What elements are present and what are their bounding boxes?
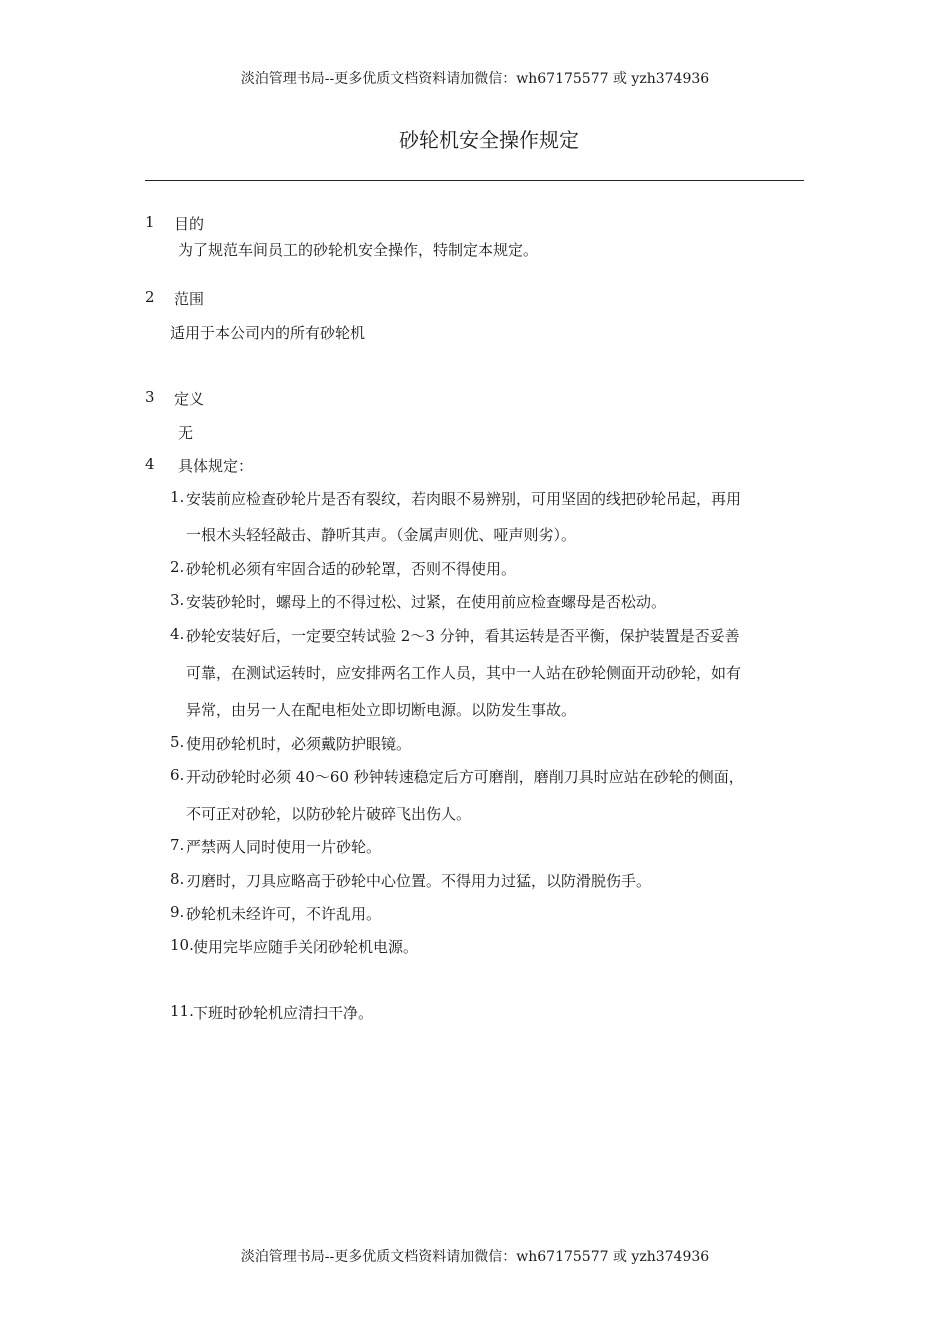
section-title: 定义 [174,390,205,408]
section-title: 目的 [174,215,205,233]
rule-line: 开动砂轮时必须 40～60 秒钟转速稳定后方可磨削，磨削刀具时应站在砂轮的侧面， [186,768,744,786]
rule-line: 安装前应检查砂轮片是否有裂纹，若肉眼不易辨别，可用坚固的线把砂轮吊起，再用 [186,490,742,508]
rule-line: 安装砂轮时，螺母上的不得过松、过紧，在使用前应检查螺母是否松动。 [186,593,667,611]
page-footer: 淡泊管理书局--更多优质文档资料请加微信：wh67175577 或 yzh374936 [240,1249,710,1265]
rule-number: 1. [170,488,185,506]
rule-line: 一根木头轻轻敲击、静听其声。（金属声则优、哑声则劣）。 [186,526,577,544]
rule-number: 7. [170,836,185,854]
page-header: 淡泊管理书局--更多优质文档资料请加微信：wh67175577 或 yzh374936 [240,71,710,87]
rule-line: 刃磨时，刀具应略高于砂轮中心位置。不得用力过猛，以防滑脱伤手。 [186,872,652,890]
rule-line: 砂轮机必须有牢固合适的砂轮罩，否则不得使用。 [186,560,517,578]
rule-line: 异常，由另一人在配电柜处立即切断电源。以防发生事故。 [186,701,577,719]
section-number: 2 [145,288,155,306]
title-divider [145,180,804,181]
section-title: 具体规定： [178,457,254,475]
rule-number: 3. [170,591,185,609]
rule-line: 砂轮机未经许可，不许乱用。 [186,905,382,923]
section-number: 3 [145,388,155,406]
rule-number: 2. [170,558,185,576]
rule-number: 6. [170,766,185,784]
rule-line: 下班时砂轮机应清扫干净。 [193,1004,374,1022]
document-title: 砂轮机安全操作规定 [399,128,579,152]
rule-line: 使用完毕应随手关闭砂轮机电源。 [193,938,419,956]
section-body: 无 [178,424,194,442]
rule-number: 11. [170,1002,194,1020]
rule-line: 可靠，在测试运转时，应安排两名工作人员，其中一人站在砂轮侧面开动砂轮，如有 [186,664,742,682]
rule-number: 4. [170,625,185,643]
section-number: 1 [145,213,155,231]
rule-line: 使用砂轮机时，必须戴防护眼镜。 [186,735,412,753]
section-body: 适用于本公司内的所有砂轮机 [170,324,366,342]
section-number: 4 [145,455,155,473]
rule-line: 不可正对砂轮，以防砂轮片破碎飞出伤人。 [186,805,472,823]
rule-line: 砂轮安装好后，一定要空转试验 2～3 分钟，看其运转是否平衡，保护装置是否妥善 [186,627,740,645]
rule-number: 5. [170,733,185,751]
rule-line: 严禁两人同时使用一片砂轮。 [186,838,382,856]
section-title: 范围 [174,290,205,308]
rule-number: 9. [170,903,185,921]
section-body: 为了规范车间员工的砂轮机安全操作，特制定本规定。 [178,241,539,259]
rule-number: 8. [170,870,185,888]
rule-number: 10. [170,936,194,954]
